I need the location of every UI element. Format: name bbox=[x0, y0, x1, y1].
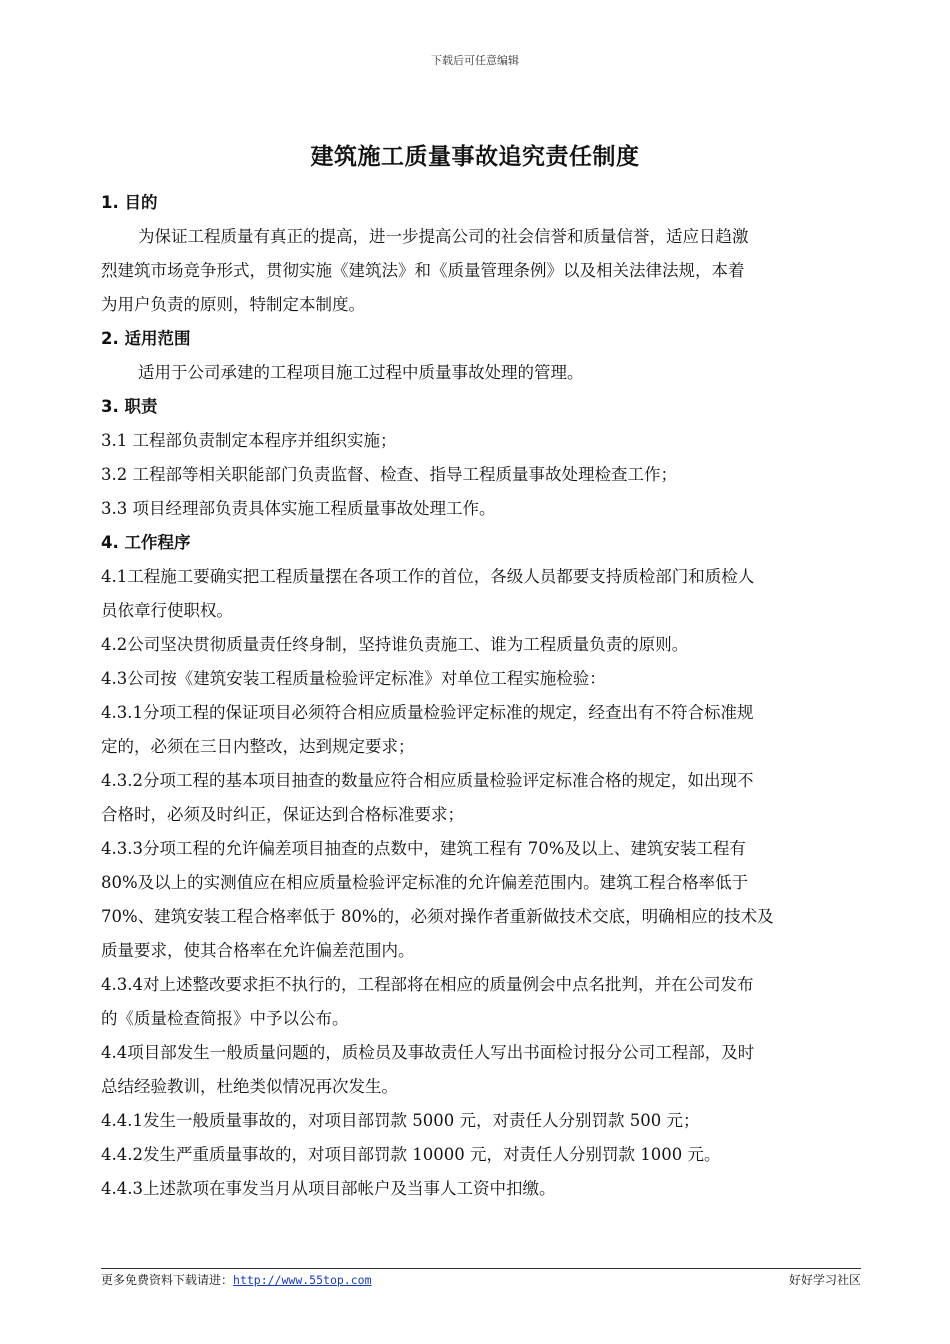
list-item: 4.4项目部发生一般质量问题的，质检员及事故责任人写出书面检讨报分公司工程部，及时 bbox=[101, 1043, 755, 1062]
footer-link[interactable]: http://www.55top.com bbox=[233, 1273, 372, 1287]
list-item: 4.4.1发生一般质量事故的，对项目部罚款 5000 元，对责任人分别罚款 500 元； bbox=[101, 1111, 700, 1130]
list-item: 4.4.3上述款项在事发当月从项目部帐户及当事人工资中扣缴。 bbox=[101, 1179, 556, 1198]
footer-site-name: 好好学习社区 bbox=[788, 1273, 861, 1287]
list-item: 3.3 项目经理部负责具体实施工程质量事故处理工作。 bbox=[101, 499, 496, 518]
footer-label: 更多免费资料下载请进： bbox=[101, 1273, 234, 1287]
list-item: 4.3公司按《建筑安装工程质量检验评定标准》对单位工程实施检验： bbox=[101, 669, 606, 688]
list-item-continuation: 70%、建筑安装工程合格率低于 80%的，必须对操作者重新做技术交底，明确相应的技术及 bbox=[101, 907, 774, 926]
list-item-continuation: 的《质量检查简报》中予以公布。 bbox=[101, 1009, 349, 1028]
list-item: 4.3.3分项工程的允许偏差项目抽查的点数中，建筑工程有 70%及以上、建筑安装工程有 bbox=[101, 839, 746, 858]
list-item: 4.3.4对上述整改要求拒不执行的，工程部将在相应的质量例会中点名批判，并在公司发布 bbox=[101, 975, 754, 994]
list-item: 4.3.2分项工程的基本项目抽查的数量应符合相应质量检验评定标准合格的规定，如出现不 bbox=[101, 771, 754, 790]
page-footer bbox=[101, 1268, 861, 1288]
list-item-continuation: 合格时，必须及时纠正，保证达到合格标准要求； bbox=[101, 805, 464, 824]
list-item-continuation: 定的，必须在三日内整改，达到规定要求； bbox=[101, 737, 415, 756]
section-heading-scope: 2. 适用范围 bbox=[101, 329, 191, 348]
list-item: 4.2公司坚决贯彻质量责任终身制，坚持谁负责施工、谁为工程质量负责的原则。 bbox=[101, 635, 689, 654]
list-item: 4.4.2发生严重质量事故的，对项目部罚款 10000 元，对责任人分别罚款 1000 元。 bbox=[101, 1145, 721, 1164]
list-item: 4.3.1分项工程的保证项目必须符合相应质量检验评定标准的规定，经查出有不符合标准规 bbox=[101, 703, 754, 722]
list-item-continuation: 总结经验教训，杜绝类似情况再次发生。 bbox=[101, 1077, 398, 1096]
list-item-continuation: 质量要求，使其合格率在允许偏差范围内。 bbox=[101, 941, 415, 960]
section-heading-responsibilities: 3. 职责 bbox=[101, 397, 158, 416]
list-item: 4.1工程施工要确实把工程质量摆在各项工作的首位，各级人员都要支持质检部门和质检人 bbox=[101, 567, 755, 586]
document-body bbox=[101, 186, 861, 1206]
section-heading-procedure: 4. 工作程序 bbox=[101, 533, 191, 552]
paragraph-line: 适用于公司承建的工程项目施工过程中质量事故处理的管理。 bbox=[138, 363, 584, 382]
list-item-continuation: 员依章行使职权。 bbox=[101, 601, 233, 620]
page-title: 建筑施工质量事故追究责任制度 bbox=[310, 143, 640, 170]
list-item: 3.1 工程部负责制定本程序并组织实施； bbox=[101, 431, 397, 450]
list-item-continuation: 80%及以上的实测值应在相应质量检验评定标准的允许偏差范围内。建筑工程合格率低于 bbox=[101, 873, 749, 892]
header-note: 下载后可任意编辑 bbox=[431, 54, 519, 67]
list-item: 3.2 工程部等相关职能部门负责监督、检查、指导工程质量事故处理检查工作； bbox=[101, 465, 677, 484]
section-heading-purpose: 1. 目的 bbox=[101, 193, 158, 212]
paragraph-line: 为保证工程质量有真正的提高，进一步提高公司的社会信誉和质量信誉，适应日趋激 bbox=[138, 227, 749, 246]
paragraph-line: 烈建筑市场竞争形式，贯彻实施《建筑法》和《质量管理条例》以及相关法律法规，本着 bbox=[101, 261, 745, 280]
footer-left bbox=[101, 1271, 372, 1288]
paragraph-line: 为用户负责的原则，特制定本制度。 bbox=[101, 295, 365, 314]
